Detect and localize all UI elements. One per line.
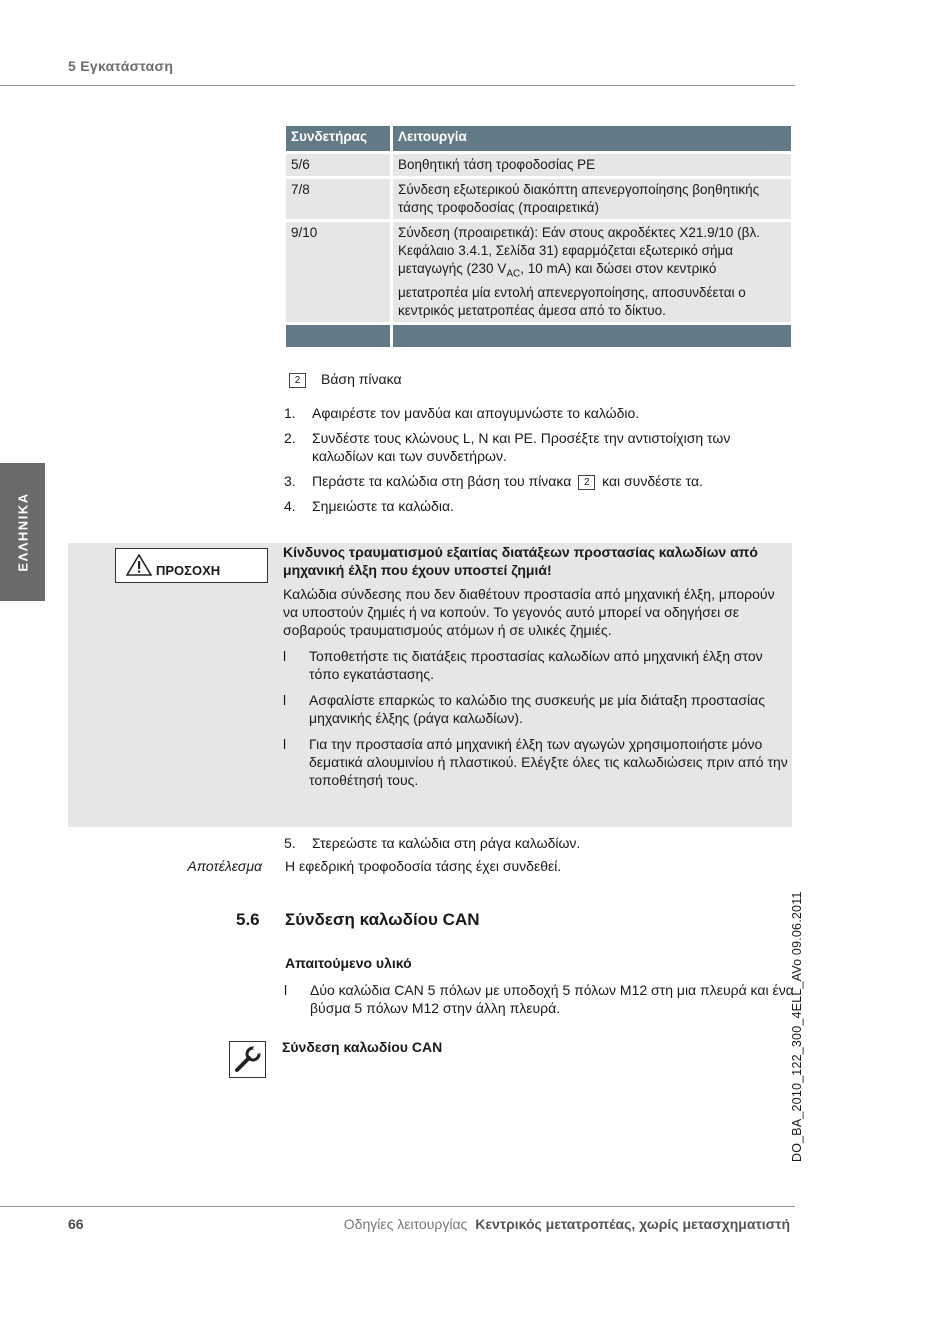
list-item — [284, 429, 794, 465]
step-list-continued — [284, 834, 794, 859]
list-item — [283, 647, 788, 683]
table-row — [286, 154, 791, 176]
wrench-icon — [229, 1041, 266, 1078]
warning-title: Κίνδυνος τραυματισμού εξαιτίας διατάξεων προστασίας καλωδίων από μηχανική έλξη που έχουν υποστεί ζημιά! — [283, 544, 758, 578]
table-header-row — [286, 126, 791, 151]
list-item — [284, 834, 794, 852]
figure-number-box: 2 — [578, 475, 595, 490]
bullet-text: Δύο καλώδια CAN 5 πόλων με υποδοχή 5 πόλων M12 στη μια πλευρά και ένα βύσμα 5 πόλων M12 στην άλλη πλευρά. — [310, 982, 794, 1016]
list-item — [284, 981, 794, 1017]
column-header-function: Λειτουργία — [393, 126, 791, 151]
step-number: 3. — [284, 473, 296, 489]
bullet-marker: l — [283, 692, 287, 708]
table-cell-function — [393, 222, 791, 322]
function-text-part: , 10 mA) και δώσει στον κεντρικό μετατροπέα μία εντολή απενεργοποίησης, αποσυνδέεται ο κεντρικός μετατροπέας άμεσα από το δίκτυο. — [398, 261, 746, 318]
footer-divider — [0, 1206, 795, 1207]
warning-triangle-icon — [126, 554, 152, 576]
step-list — [284, 404, 794, 522]
step-number: 2. — [284, 430, 296, 446]
function-subscript: AC — [506, 268, 521, 280]
table-cell-connector: 9/10 — [286, 222, 390, 322]
document-code: DO_BA_2010_122_300_4ELL_AVo 09.06.2011 — [790, 891, 804, 1162]
connector-table — [283, 123, 794, 350]
bullet-text: Για την προστασία από μηχανική έλξη των αγωγών χρησιμοποιήστε μόνο δεματικά αλουμινίου ή πλαστικού. Ελέγξτε όλες τις καλωδιώσεις πριν από την τοποθέτησή τους. — [309, 736, 788, 788]
footer-text — [344, 1216, 790, 1232]
table-cell-empty — [393, 325, 791, 347]
table-cell-function: Βοηθητική τάση τροφοδοσίας PE — [393, 154, 791, 176]
section-number: 5.6 — [236, 910, 260, 929]
bullet-marker: l — [284, 982, 288, 998]
column-header-connector: Συνδετήρας — [286, 126, 390, 151]
table-row — [286, 179, 791, 219]
bullet-text: Τοποθετήστε τις διατάξεις προστασίας καλωδίων από μηχανική έλξη στον τόπο εγκατάστασης. — [309, 648, 763, 682]
bullet-marker: l — [283, 648, 287, 664]
caption-label: Βάση πίνακα — [321, 371, 402, 387]
page-number: 66 — [68, 1216, 84, 1232]
list-item — [284, 472, 794, 490]
table-cell-function: Σύνδεση εξωτερικού διακόπτη απενεργοποίησης βοηθητικής τάσης τροφοδοσίας (προαιρετικά) — [393, 179, 791, 219]
list-item — [283, 735, 788, 789]
step-text: Συνδέστε τους κλώνους L, N και PE. Προσέξτε την αντιστοίχιση των καλωδίων και των συνδετήρων. — [312, 430, 731, 464]
result-text: Η εφεδρική τροφοδοσία τάσης έχει συνδεθεί. — [285, 858, 562, 874]
step-text: Περάστε τα καλώδια στη βάση του πίνακα — [312, 473, 572, 489]
step-number: 5. — [284, 835, 296, 851]
function-text-part: Σύνδεση (προαιρετικά): Εάν στους ακροδέκτες X21.9/10 (βλ. Κεφάλαιο 3.4.1, Σελίδα 31) εφαρμόζεται εξωτερικό σήμα μεταγωγής (230 V — [398, 225, 760, 276]
required-material-title: Απαιτούμενο υλικό — [285, 955, 412, 971]
list-item — [283, 691, 788, 727]
warning-label-text: ΠΡΟΣΟΧΗ — [156, 563, 221, 578]
warning-bullet-list — [283, 647, 788, 789]
chapter-header: 5 Εγκατάσταση — [68, 58, 174, 74]
table-cell-connector: 5/6 — [286, 154, 390, 176]
footer-doc-type: Οδηγίες λειτουργίας — [343, 1216, 468, 1232]
language-tab-label: ΕΛΛΗΝΙΚΑ — [15, 492, 30, 572]
step-text: Σημειώστε τα καλώδια. — [312, 498, 454, 514]
figure-number-box: 2 — [289, 373, 306, 388]
warning-description: Καλώδια σύνδεσης που δεν διαθέτουν προστασία από μηχανική έλξη, μπορούν να υποστούν ζημιές ή να κοπούν. Το γεγονός αυτό μπορεί να οδηγήσει σε σοβαρούς τραυματισμούς ατόμων ή σε υλικές ζημιές. — [283, 586, 775, 638]
step-number: 1. — [284, 405, 296, 421]
header-divider — [0, 85, 795, 86]
list-item — [284, 497, 794, 515]
result-label: Αποτέλεσμα — [187, 858, 262, 874]
step-text: Στερεώστε τα καλώδια στη ράγα καλωδίων. — [312, 835, 581, 851]
warning-label — [115, 548, 268, 583]
list-item — [284, 404, 794, 422]
warning-body — [283, 585, 788, 789]
figure-caption — [286, 371, 402, 388]
bullet-marker: l — [283, 736, 287, 752]
table-cell-connector: 7/8 — [286, 179, 390, 219]
table-cell-empty — [286, 325, 390, 347]
language-tab — [0, 463, 45, 601]
table-row — [286, 222, 791, 322]
procedure-title: Σύνδεση καλωδίου CAN — [282, 1039, 443, 1055]
footer-product: Κεντρικός μετατροπέας, χωρίς μετασχηματιστή — [475, 1216, 790, 1232]
step-number: 4. — [284, 498, 296, 514]
bullet-text: Ασφαλίστε επαρκώς το καλώδιο της συσκευής με μία διάταξη προστασίας μηχανικής έλξης (ράγα καλωδίων). — [309, 692, 765, 726]
step-text: Αφαιρέστε τον μανδύα και απογυμνώστε το καλώδιο. — [312, 405, 640, 421]
section-title: Σύνδεση καλωδίου CAN — [285, 910, 480, 929]
table-footer-row — [286, 325, 791, 347]
step-text: και συνδέστε τα. — [602, 473, 703, 489]
required-material-list — [284, 973, 794, 1017]
